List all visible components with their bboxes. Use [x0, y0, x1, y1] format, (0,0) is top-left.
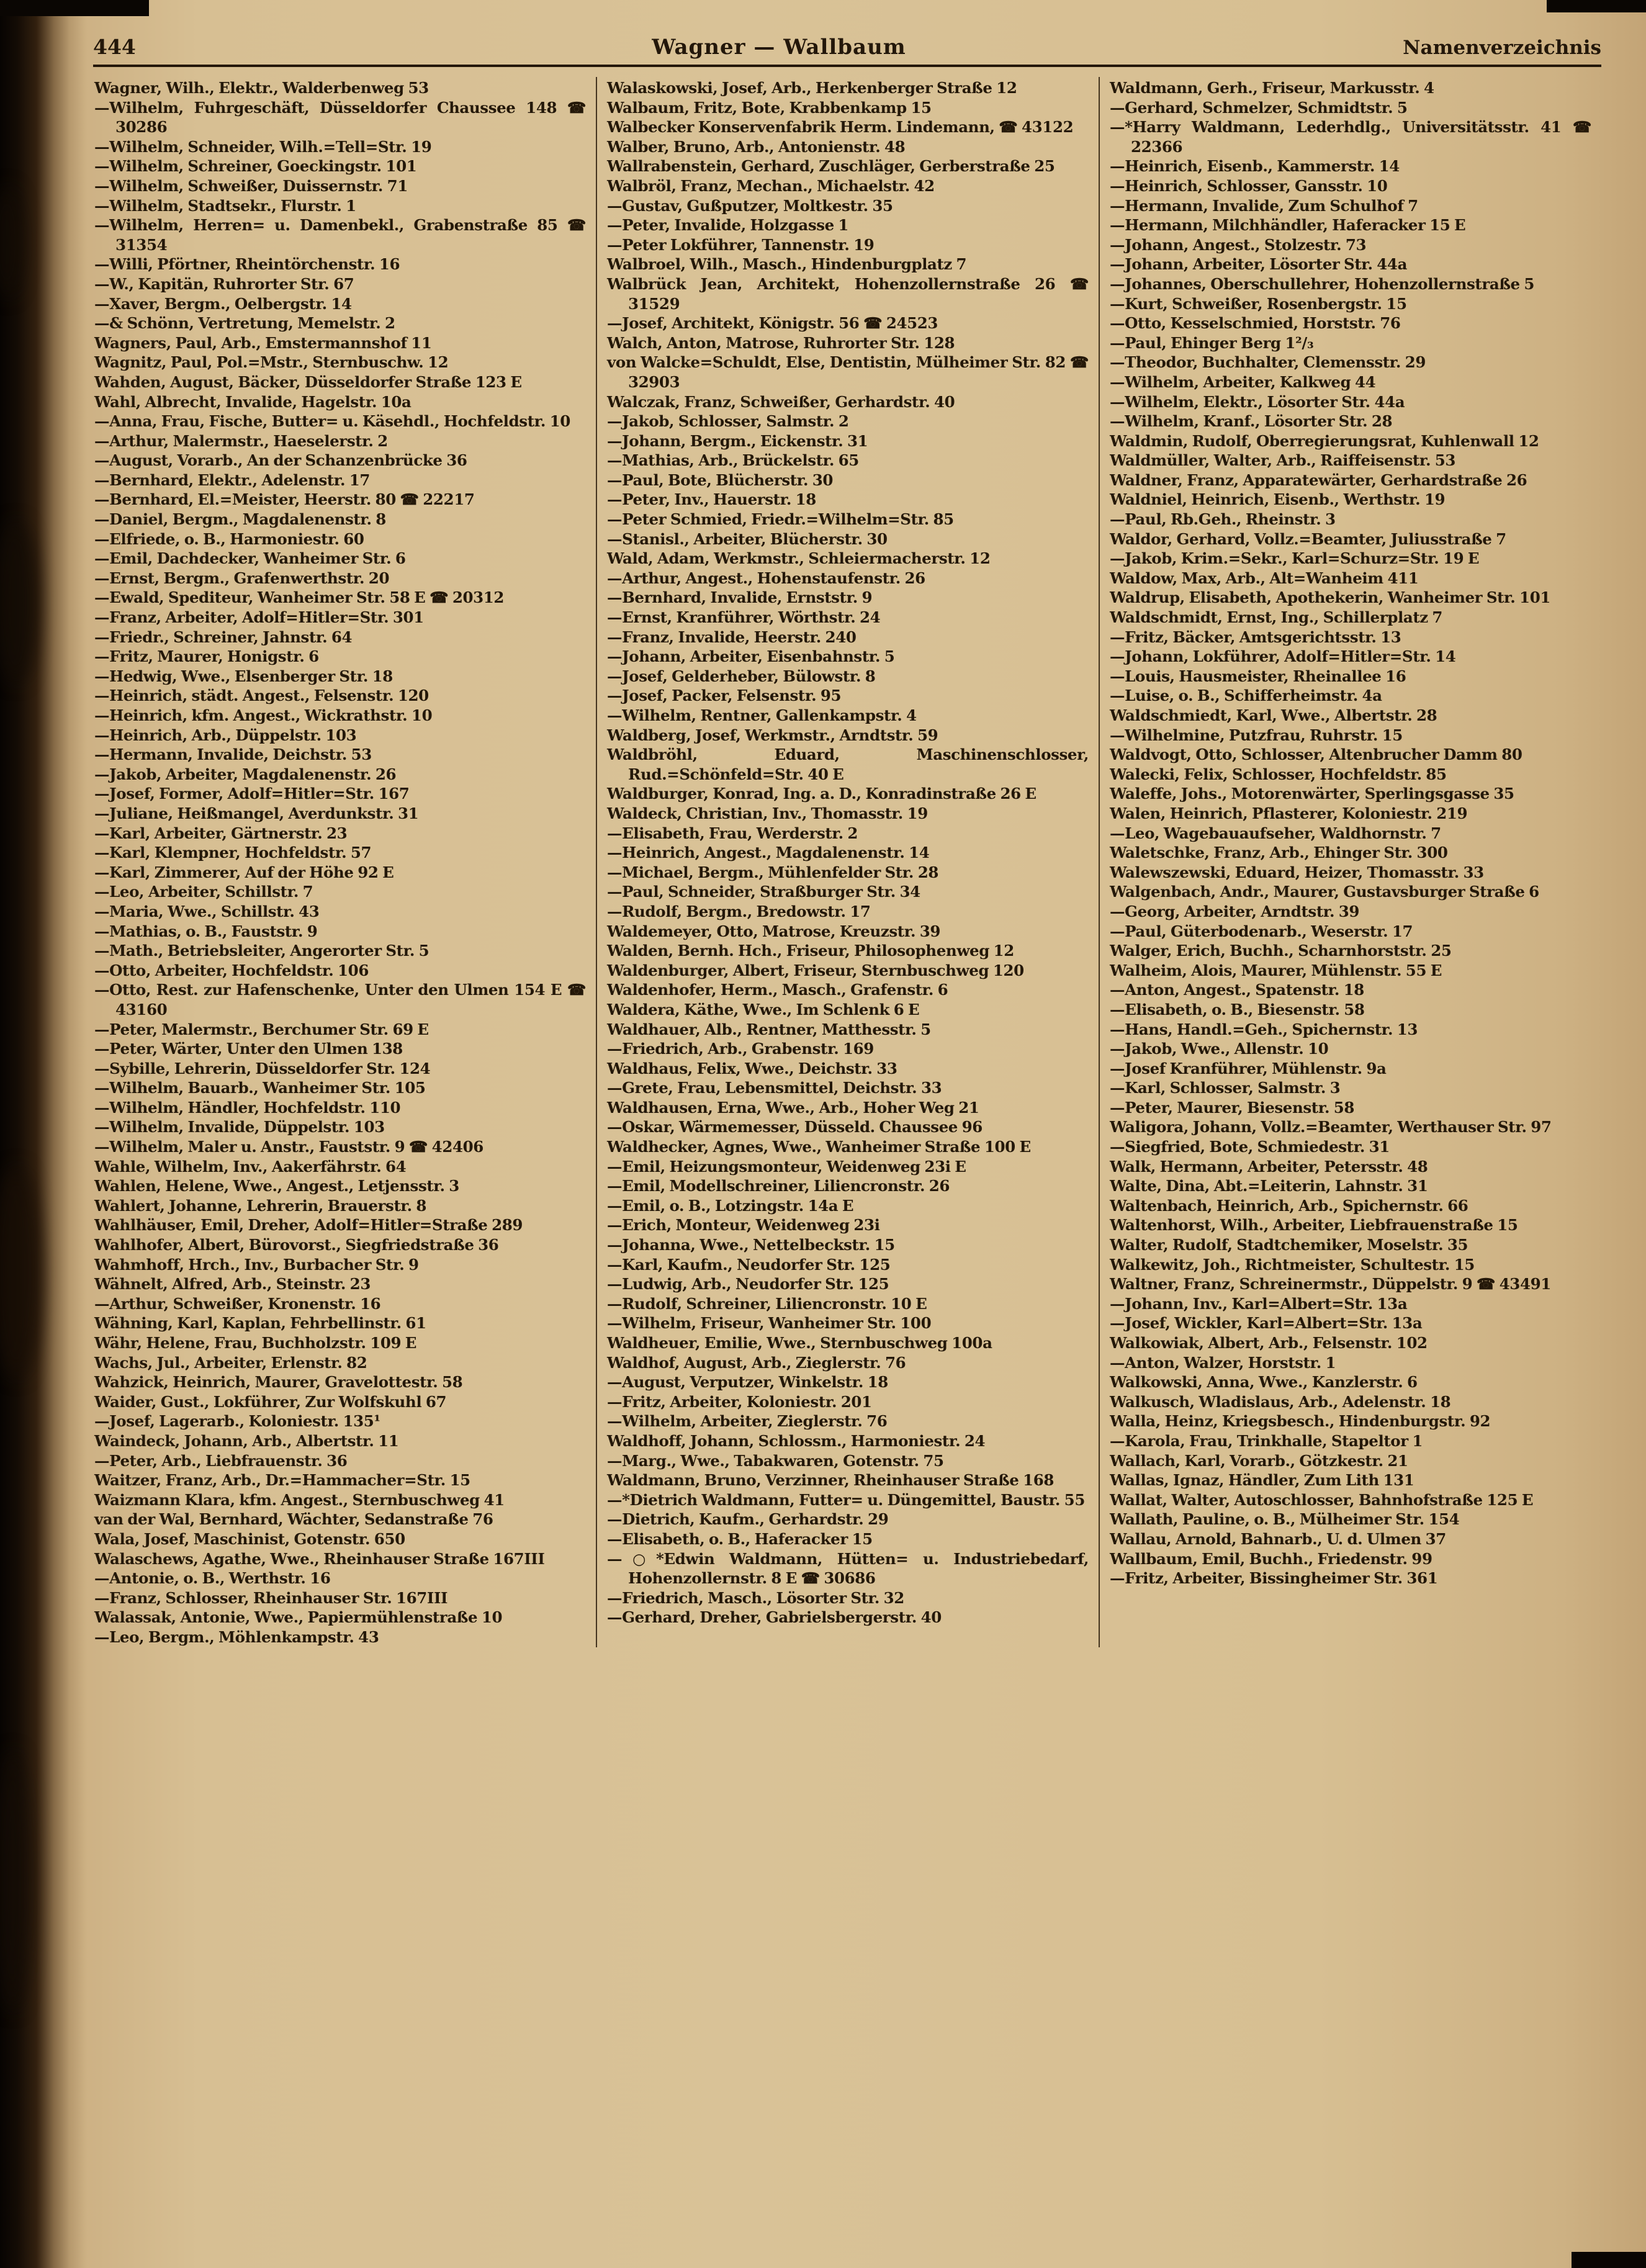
- directory-entry: Waldenburger, Albert, Friseur, Sternbuschweg 120: [606, 961, 1024, 979]
- directory-entry: —Wilhelm, Stadtsekr., Flurstr. 1: [94, 196, 356, 215]
- directory-entry: Waldow, Max, Arb., Alt=Wanheim 411: [1109, 569, 1419, 587]
- directory-entry: Walkusch, Wladislaus, Arb., Adelenstr. 18: [1109, 1392, 1451, 1411]
- directory-entry: —Antonie, o. B., Werthstr. 16: [94, 1569, 331, 1588]
- directory-entry: —Josef, Architekt, Königstr. 56 ☎ 24523: [606, 314, 938, 333]
- directory-entry: —W., Kapitän, Ruhrorter Str. 67: [94, 274, 354, 293]
- directory-entry: —Peter, Malermstr., Berchumer Str. 69 E: [94, 1020, 429, 1038]
- directory-entry: Wallas, Ignaz, Händler, Zum Lith 131: [1109, 1471, 1414, 1490]
- directory-entry: —Josef, Former, Adolf=Hitler=Str. 167: [94, 785, 410, 803]
- directory-entry: —Johannes, Oberschullehrer, Hohenzollernstraße 5: [1109, 274, 1535, 293]
- directory-entry: —Oskar, Wärmemesser, Düsseld. Chaussee 96: [606, 1118, 983, 1136]
- directory-entry: —Heinrich, Arb., Düppelstr. 103: [94, 726, 357, 744]
- directory-entry: —Karl, Kaufm., Neudorfer Str. 125: [606, 1255, 891, 1274]
- directory-entry: —Wilhelm, Friseur, Wanheimer Str. 100: [606, 1314, 932, 1333]
- directory-entry: Walkewitz, Joh., Richtmeister, Schultestr. 15: [1109, 1255, 1475, 1274]
- directory-entry: —Peter, Arb., Liebfrauenstr. 36: [94, 1451, 348, 1470]
- directory-entry: —Emil, o. B., Lotzingstr. 14a E: [606, 1196, 854, 1215]
- directory-entry: —Johann, Angest., Stolzestr. 73: [1109, 235, 1367, 254]
- directory-entry: —Hedwig, Wwe., Elsenberger Str. 18: [94, 667, 393, 685]
- directory-entry: —Anton, Walzer, Horststr. 1: [1109, 1353, 1336, 1372]
- directory-entry: Walassak, Antonie, Wwe., Papiermühlenstraße 10: [94, 1608, 503, 1627]
- directory-entry: Waldbröhl, Eduard, Maschinenschlosser, Rud.=Schönfeld=Str. 40 E: [606, 745, 1089, 783]
- directory-entry: Wallath, Pauline, o. B., Mülheimer Str. 154: [1109, 1510, 1460, 1529]
- directory-entry: Walk, Hermann, Arbeiter, Petersstr. 48: [1109, 1157, 1428, 1176]
- directory-entry: —Karola, Frau, Trinkhalle, Stapeltor 1: [1109, 1431, 1423, 1450]
- directory-entry: Waldeck, Christian, Inv., Thomasstr. 19: [606, 804, 928, 822]
- directory-entry: Wallbaum, Emil, Buchh., Friedenstr. 99: [1109, 1549, 1432, 1568]
- directory-entry: Wahden, August, Bäcker, Düsseldorfer Straße 123 E: [94, 372, 522, 391]
- directory-entry: —Bernhard, Elektr., Adelenstr. 17: [94, 470, 371, 489]
- directory-entry: —Hermann, Milchhändler, Haferacker 15 E: [1109, 216, 1466, 235]
- directory-entry: Walbroel, Wilh., Masch., Hindenburgplatz 7: [606, 255, 967, 274]
- section-title: Namenverzeichnis: [1403, 37, 1601, 59]
- directory-entry: —Hans, Handl.=Geh., Spichernstr. 13: [1109, 1020, 1418, 1038]
- directory-entry: Waitzer, Franz, Arb., Dr.=Hammacher=Str. 15: [94, 1471, 470, 1490]
- directory-entry: —Anton, Angest., Spatenstr. 18: [1109, 981, 1364, 999]
- directory-entry: Waizmann Klara, kfm. Angest., Sternbuschweg 41: [94, 1490, 505, 1509]
- directory-entry: —Math., Betriebsleiter, Angerorter Str. 5: [94, 942, 429, 960]
- directory-entry: —Jakob, Wwe., Allenstr. 10: [1109, 1040, 1329, 1058]
- directory-entry: Wähnelt, Alfred, Arb., Steinstr. 23: [94, 1275, 371, 1294]
- directory-entry: —Elisabeth, Frau, Werderstr. 2: [606, 824, 858, 842]
- directory-entry: Walczak, Franz, Schweißer, Gerhardstr. 40: [606, 392, 955, 411]
- directory-entry: Wahlhäuser, Emil, Dreher, Adolf=Hitler=Straße 289: [94, 1216, 523, 1235]
- page-header: [93, 35, 1601, 67]
- page-content: [93, 35, 1601, 1647]
- directory-entry: Wahlen, Helene, Wwe., Angest., Letjensstr. 3: [94, 1177, 459, 1195]
- directory-entry: —Peter Schmied, Friedr.=Wilhelm=Str. 85: [606, 510, 954, 529]
- directory-entry: —Leo, Bergm., Möhlenkampstr. 43: [94, 1627, 379, 1646]
- directory-entry: —Bernhard, Invalide, Ernststr. 9: [606, 588, 873, 607]
- directory-entry: Waider, Gust., Lokführer, Zur Wolfskuhl 67: [94, 1392, 447, 1411]
- directory-entry: Walger, Erich, Buchh., Scharnhorststr. 25: [1109, 942, 1452, 960]
- directory-entry: Waldburger, Konrad, Ing. a. D., Konradinstraße 26 E: [606, 785, 1037, 803]
- directory-entry: —Arthur, Malermstr., Haeselerstr. 2: [94, 431, 388, 450]
- directory-entry: von Walcke=Schuldt, Else, Dentistin, Mülheimer Str. 82 ☎ 32903: [606, 353, 1089, 391]
- directory-entry: —Emil, Modellschreiner, Liliencronstr. 26: [606, 1177, 950, 1195]
- directory-entry: —Wilhelmine, Putzfrau, Ruhrstr. 15: [1109, 726, 1403, 744]
- directory-entry: —Gerhard, Dreher, Gabrielsbergerstr. 40: [606, 1608, 942, 1627]
- directory-entry: —Ewald, Spediteur, Wanheimer Str. 58 E ☎ 20312: [94, 588, 505, 607]
- directory-entry: —Leo, Arbeiter, Schillstr. 7: [94, 883, 313, 901]
- directory-entry: —○*Edwin Waldmann, Hütten= u. Industriebedarf, Hohenzollernstr. 8 E ☎ 30686: [606, 1549, 1089, 1588]
- directory-entry: —Wilhelm, Herren= u. Damenbekl., Grabenstraße 85 ☎ 31354: [94, 216, 586, 254]
- directory-entry: Wachs, Jul., Arbeiter, Erlenstr. 82: [94, 1353, 367, 1372]
- directory-entry: —Wilhelm, Kranf., Lösorter Str. 28: [1109, 412, 1393, 431]
- directory-entry: —Johann, Inv., Karl=Albert=Str. 13a: [1109, 1294, 1408, 1313]
- directory-entry: —Peter Lokführer, Tannenstr. 19: [606, 235, 875, 254]
- directory-entry: —Heinrich, kfm. Angest., Wickrathstr. 10: [94, 706, 433, 724]
- directory-entry: Walkowski, Anna, Wwe., Kanzlerstr. 6: [1109, 1373, 1418, 1392]
- directory-entry: —Wilhelm, Maler u. Anstr., Fauststr. 9 ☎ 42406: [94, 1138, 483, 1156]
- page-number: 444: [93, 35, 136, 59]
- directory-entry: Walaskowski, Josef, Arb., Herkenberger Straße 12: [606, 79, 1017, 97]
- directory-entry: —Mathias, Arb., Brückelstr. 65: [606, 451, 859, 470]
- directory-entry: —Mathias, o. B., Fauststr. 9: [94, 922, 318, 940]
- directory-entry: Waldor, Gerhard, Vollz.=Beamter, Juliusstraße 7: [1109, 529, 1506, 548]
- directory-entry: Walbecker Konservenfabrik Herm. Lindemann, ☎ 43122: [606, 118, 1074, 137]
- directory-entry: —Wilhelm, Schneider, Wilh.=Tell=Str. 19: [94, 137, 432, 156]
- directory-entry: Waldschmiedt, Karl, Wwe., Albertstr. 28: [1109, 706, 1437, 724]
- directory-entry: —Jakob, Arbeiter, Magdalenenstr. 26: [94, 765, 397, 783]
- directory-entry: Wahzick, Heinrich, Maurer, Gravelottestr. 58: [94, 1373, 463, 1392]
- directory-entry: —Otto, Kesselschmied, Horststr. 76: [1109, 314, 1401, 333]
- directory-entry: Waldvogt, Otto, Schlosser, Altenbrucher Damm 80: [1109, 745, 1522, 764]
- directory-entry: —Luise, o. B., Schifferheimstr. 4a: [1109, 686, 1382, 705]
- directory-entry: —Paul, Bote, Blücherstr. 30: [606, 470, 833, 489]
- directory-entry: —Theodor, Buchhalter, Clemensstr. 29: [1109, 353, 1426, 372]
- directory-entry: Waldner, Franz, Apparatewärter, Gerhardstraße 26: [1109, 470, 1527, 489]
- directory-entry: —Ernst, Bergm., Grafenwerthstr. 20: [94, 569, 390, 587]
- directory-entry: —Rudolf, Schreiner, Liliencronstr. 10 E: [606, 1294, 927, 1313]
- directory-entry: —Peter, Inv., Hauerstr. 18: [606, 490, 816, 509]
- directory-entry: —Hermann, Invalide, Zum Schulhof 7: [1109, 196, 1418, 215]
- directory-entry: Walaschews, Agathe, Wwe., Rheinhauser Straße 167III: [94, 1549, 545, 1568]
- directory-entry: Wagner, Wilh., Elektr., Walderbenweg 53: [94, 79, 429, 97]
- directory-entry: —Friedr., Schreiner, Jahnstr. 64: [94, 628, 353, 646]
- directory-entry: —Grete, Frau, Lebensmittel, Deichstr. 33: [606, 1079, 942, 1097]
- directory-entry: —Josef Kranführer, Mühlenstr. 9a: [1109, 1059, 1387, 1078]
- directory-entry: Waldmin, Rudolf, Oberregierungsrat, Kuhlenwall 12: [1109, 431, 1539, 450]
- directory-entry: Waindeck, Johann, Arb., Albertstr. 11: [94, 1431, 399, 1450]
- directory-entry: —August, Verputzer, Winkelstr. 18: [606, 1373, 888, 1392]
- directory-entry: Walkowiak, Albert, Arb., Felsenstr. 102: [1109, 1334, 1428, 1352]
- directory-entry: —Friedrich, Arb., Grabenstr. 169: [606, 1040, 874, 1058]
- directory-entry: —Stanisl., Arbeiter, Blücherstr. 30: [606, 529, 888, 548]
- directory-entry: Waldschmidt, Ernst, Ing., Schillerplatz 7: [1109, 608, 1443, 627]
- directory-entry: Waldera, Käthe, Wwe., Im Schlenk 6 E: [606, 1000, 920, 1019]
- directory-entry: —Kurt, Schweißer, Rosenbergstr. 15: [1109, 294, 1407, 313]
- directory-entry: Waligora, Johann, Vollz.=Beamter, Werthauser Str. 97: [1109, 1118, 1552, 1136]
- directory-entry: —Paul, Güterbodenarb., Weserstr. 17: [1109, 922, 1413, 940]
- directory-entry: Waldheuer, Emilie, Wwe., Sternbuschweg 100a: [606, 1334, 992, 1352]
- directory-entry: —Wilhelm, Händler, Hochfeldstr. 110: [94, 1098, 401, 1117]
- scan-corner: [1547, 0, 1646, 12]
- directory-entry: Wahlert, Johanne, Lehrerin, Brauerstr. 8: [94, 1196, 427, 1215]
- directory-entry: —Michael, Bergm., Mühlenfelder Str. 28: [606, 863, 938, 881]
- directory-entry: —Paul, Schneider, Straßburger Str. 34: [606, 883, 920, 901]
- directory-entry: Walecki, Felix, Schlosser, Hochfeldstr. 85: [1109, 765, 1447, 783]
- directory-entry: —Fritz, Arbeiter, Bissingheimer Str. 361: [1109, 1569, 1438, 1588]
- directory-entry: —Elisabeth, o. B., Biesenstr. 58: [1109, 1000, 1365, 1019]
- directory-entry: Walheim, Alois, Maurer, Mühlenstr. 55 E: [1109, 961, 1442, 979]
- directory-entry: Wallat, Walter, Autoschlosser, Bahnhofstraße 125 E: [1109, 1490, 1534, 1509]
- directory-entry: —Paul, Rb.Geh., Rheinstr. 3: [1109, 510, 1336, 529]
- directory-entry: —Xaver, Bergm., Oelbergstr. 14: [94, 294, 352, 313]
- directory-entry: Wahl, Albrecht, Invalide, Hagelstr. 10a: [94, 392, 412, 411]
- column-3: [1099, 77, 1601, 1647]
- directory-entry: —Emil, Heizungsmonteur, Weidenweg 23i E: [606, 1157, 966, 1176]
- directory-entry: —Dietrich, Kaufm., Gerhardstr. 29: [606, 1510, 889, 1529]
- directory-entry: Währ, Helene, Frau, Buchholzstr. 109 E: [94, 1334, 417, 1352]
- directory-entry: —Wilhelm, Invalide, Düppelstr. 103: [94, 1118, 385, 1136]
- directory-entry: Walgenbach, Andr., Maurer, Gustavsburger Straße 6: [1109, 883, 1539, 901]
- directory-entry: Walewszewski, Eduard, Heizer, Thomasstr. 33: [1109, 863, 1484, 881]
- column-1: [93, 77, 596, 1647]
- directory-entry: —Bernhard, El.=Meister, Heerstr. 80 ☎ 22217: [94, 490, 475, 509]
- directory-entry: —Heinrich, städt. Angest., Felsenstr. 120: [94, 686, 429, 705]
- directory-entry: Wahmhoff, Hrch., Inv., Burbacher Str. 9: [94, 1255, 419, 1274]
- directory-entry: Waltner, Franz, Schreinermstr., Düppelstr. 9 ☎ 43491: [1109, 1275, 1551, 1294]
- directory-entry: Wallrabenstein, Gerhard, Zuschläger, Gerberstraße 25: [606, 157, 1055, 176]
- directory-entry: —Karl, Arbeiter, Gärtnerstr. 23: [94, 824, 348, 842]
- directory-entry: —*Dietrich Waldmann, Futter= u. Düngemittel, Baustr. 55: [606, 1490, 1085, 1509]
- scan-corner: [0, 0, 149, 16]
- directory-entry: —Ludwig, Arb., Neudorfer Str. 125: [606, 1275, 889, 1294]
- directory-entry: Walch, Anton, Matrose, Ruhrorter Str. 128: [606, 333, 955, 352]
- directory-entry: Walter, Rudolf, Stadtchemiker, Moselstr. 35: [1109, 1236, 1468, 1254]
- directory-entry: —Elfriede, o. B., Harmoniestr. 60: [94, 529, 364, 548]
- directory-entry: Waldhecker, Agnes, Wwe., Wanheimer Straße 100 E: [606, 1138, 1031, 1156]
- directory-entry: Wagners, Paul, Arb., Emstermannshof 11: [94, 333, 432, 352]
- directory-entry: —Franz, Schlosser, Rheinhauser Str. 167III: [94, 1588, 448, 1607]
- directory-entry: —Johann, Bergm., Eickenstr. 31: [606, 431, 868, 450]
- directory-entry: Wallau, Arnold, Bahnarb., U. d. Ulmen 37: [1109, 1529, 1446, 1548]
- directory-entry: —Karl, Zimmerer, Auf der Höhe 92 E: [94, 863, 394, 881]
- directory-entry: Waltenhorst, Wilh., Arbeiter, Liebfrauenstraße 15: [1109, 1216, 1518, 1235]
- directory-entry: —Juliane, Heißmangel, Averdunkstr. 31: [94, 804, 419, 822]
- directory-entry: Waldhoff, Johann, Schlossm., Harmoniestr. 24: [606, 1431, 986, 1450]
- directory-entry: Waldmann, Bruno, Verzinner, Rheinhauser Straße 168: [606, 1471, 1055, 1490]
- directory-entry: —Ernst, Kranführer, Wörthstr. 24: [606, 608, 881, 627]
- directory-entry: —*Harry Waldmann, Lederhdlg., Universitätsstr. 41 ☎ 22366: [1109, 118, 1591, 156]
- directory-entry: Walber, Bruno, Arb., Antonienstr. 48: [606, 137, 906, 156]
- directory-entry: Walbröl, Franz, Mechan., Michaelstr. 42: [606, 176, 935, 195]
- column-2: [596, 77, 1099, 1647]
- directory-entry: —Heinrich, Angest., Magdalenenstr. 14: [606, 844, 930, 862]
- directory-entry: Waldmann, Gerh., Friseur, Markusstr. 4: [1109, 79, 1434, 97]
- directory-entry: —Franz, Arbeiter, Adolf=Hitler=Str. 301: [94, 608, 424, 627]
- directory-entry: Waldmüller, Walter, Arb., Raiffeisenstr. 53: [1109, 451, 1456, 470]
- directory-entry: —Louis, Hausmeister, Rheinallee 16: [1109, 667, 1406, 685]
- directory-entry: —Otto, Rest. zur Hafenschenke, Unter den Ulmen 154 E ☎ 43160: [94, 981, 586, 1019]
- directory-entry: Waldemeyer, Otto, Matrose, Kreuzstr. 39: [606, 922, 941, 940]
- directory-entry: Waleffe, Johs., Motorenwärter, Sperlingsgasse 35: [1109, 785, 1514, 803]
- directory-entry: Waldniel, Heinrich, Eisenb., Werthstr. 19: [1109, 490, 1446, 509]
- directory-entry: Wala, Josef, Maschinist, Gotenstr. 650: [94, 1529, 405, 1548]
- directory-entry: —Wilhelm, Bauarb., Wanheimer Str. 105: [94, 1079, 426, 1097]
- directory-entry: —Wilhelm, Fuhrgeschäft, Düsseldorfer Chaussee 148 ☎ 30286: [94, 98, 586, 137]
- directory-entry: van der Wal, Bernhard, Wächter, Sedanstraße 76: [94, 1510, 493, 1529]
- directory-entry: —Georg, Arbeiter, Arndtstr. 39: [1109, 902, 1360, 920]
- directory-entry: Wähning, Karl, Kaplan, Fehrbellinstr. 61: [94, 1314, 426, 1333]
- directory-entry: —Willi, Pförtner, Rheintörchenstr. 16: [94, 255, 400, 274]
- directory-entry: —Wilhelm, Arbeiter, Zieglerstr. 76: [606, 1412, 888, 1431]
- directory-entry: —Elisabeth, o. B., Haferacker 15: [606, 1529, 873, 1548]
- directory-entry: Waldrup, Elisabeth, Apothekerin, Wanheimer Str. 101: [1109, 588, 1550, 607]
- directory-entry: —Wilhelm, Elektr., Lösorter Str. 44a: [1109, 392, 1405, 411]
- directory-entry: Waldhof, August, Arb., Zieglerstr. 76: [606, 1353, 906, 1372]
- directory-entry: —August, Vorarb., An der Schanzenbrücke 36: [94, 451, 467, 470]
- directory-entry: —Fritz, Arbeiter, Koloniestr. 201: [606, 1392, 872, 1411]
- directory-entry: Wahlhofer, Albert, Bürovorst., Siegfriedstraße 36: [94, 1236, 499, 1254]
- directory-entry: Waldhauer, Alb., Rentner, Matthesstr. 5: [606, 1020, 931, 1038]
- directory-entry: Walbaum, Fritz, Bote, Krabbenkamp 15: [606, 98, 932, 117]
- directory-entry: —Fritz, Maurer, Honigstr. 6: [94, 647, 319, 666]
- directory-entry: Walla, Heinz, Kriegsbesch., Hindenburgstr. 92: [1109, 1412, 1491, 1431]
- directory-entry: —Anna, Frau, Fische, Butter= u. Käsehdl., Hochfeldstr. 10: [94, 412, 570, 431]
- directory-entry: —Fritz, Bäcker, Amtsgerichtsstr. 13: [1109, 628, 1401, 646]
- directory-entry: —Johann, Arbeiter, Lösorter Str. 44a: [1109, 255, 1408, 274]
- directory-entry: —Daniel, Bergm., Magdalenenstr. 8: [94, 510, 386, 529]
- directory-entry: —Wilhelm, Rentner, Gallenkampstr. 4: [606, 706, 917, 724]
- directory-entry: —Heinrich, Eisenb., Kammerstr. 14: [1109, 157, 1400, 176]
- directory-columns: [93, 77, 1601, 1647]
- directory-entry: —Josef, Wickler, Karl=Albert=Str. 13a: [1109, 1314, 1423, 1333]
- directory-entry: —Maria, Wwe., Schillstr. 43: [94, 902, 320, 920]
- directory-entry: —Jakob, Schlosser, Salmstr. 2: [606, 412, 849, 431]
- directory-entry: —Karl, Klempner, Hochfeldstr. 57: [94, 844, 372, 862]
- directory-entry: —& Schönn, Vertretung, Memelstr. 2: [94, 314, 395, 333]
- directory-entry: Waldberg, Josef, Werkmstr., Arndtstr. 59: [606, 726, 938, 744]
- directory-entry: —Josef, Lagerarb., Koloniestr. 135¹: [94, 1412, 380, 1431]
- directory-entry: —Arthur, Angest., Hohenstaufenstr. 26: [606, 569, 925, 587]
- directory-entry: —Paul, Ehinger Berg 1²/₃: [1109, 333, 1314, 352]
- directory-entry: —Heinrich, Schlosser, Gansstr. 10: [1109, 176, 1388, 195]
- scan-corner: [1572, 2252, 1646, 2268]
- book-binding-edge: [0, 0, 87, 2268]
- directory-entry: Waltenbach, Heinrich, Arb., Spichernstr. 66: [1109, 1196, 1468, 1215]
- directory-entry: —Johanna, Wwe., Nettelbeckstr. 15: [606, 1236, 895, 1254]
- directory-entry: Wahle, Wilhelm, Inv., Aakerfährstr. 64: [94, 1157, 407, 1176]
- directory-entry: —Gerhard, Schmelzer, Schmidtstr. 5: [1109, 98, 1408, 117]
- directory-entry: —Josef, Packer, Felsenstr. 95: [606, 686, 842, 705]
- directory-entry: Waletschke, Franz, Arb., Ehinger Str. 300: [1109, 844, 1448, 862]
- directory-entry: —Gustav, Gußputzer, Moltkestr. 35: [606, 196, 893, 215]
- directory-entry: —Friedrich, Masch., Lösorter Str. 32: [606, 1588, 904, 1607]
- directory-entry: —Emil, Dachdecker, Wanheimer Str. 6: [94, 549, 406, 568]
- directory-entry: —Johann, Arbeiter, Eisenbahnstr. 5: [606, 647, 895, 666]
- directory-entry: —Johann, Lokführer, Adolf=Hitler=Str. 14: [1109, 647, 1456, 666]
- directory-entry: —Sybille, Lehrerin, Düsseldorfer Str. 124: [94, 1059, 431, 1078]
- directory-entry: Wagnitz, Paul, Pol.=Mstr., Sternbuschw. 12: [94, 353, 449, 372]
- directory-entry: —Hermann, Invalide, Deichstr. 53: [94, 745, 372, 764]
- directory-entry: —Peter, Wärter, Unter den Ulmen 138: [94, 1040, 403, 1058]
- directory-entry: —Otto, Arbeiter, Hochfeldstr. 106: [94, 961, 369, 979]
- directory-entry: —Jakob, Krim.=Sekr., Karl=Schurz=Str. 19 E: [1109, 549, 1480, 568]
- directory-entry: —Wilhelm, Schweißer, Duissernstr. 71: [94, 176, 408, 195]
- directory-entry: —Rudolf, Bergm., Bredowstr. 17: [606, 902, 871, 920]
- directory-entry: —Franz, Invalide, Heerstr. 240: [606, 628, 857, 646]
- directory-entry: —Siegfried, Bote, Schmiedestr. 31: [1109, 1138, 1390, 1156]
- directory-entry: —Erich, Monteur, Weidenweg 23i: [606, 1216, 880, 1235]
- directory-entry: Waldhaus, Felix, Wwe., Deichstr. 33: [606, 1059, 897, 1078]
- directory-entry: —Peter, Maurer, Biesenstr. 58: [1109, 1098, 1355, 1117]
- directory-entry: —Wilhelm, Arbeiter, Kalkweg 44: [1109, 372, 1376, 391]
- directory-entry: —Karl, Schlosser, Salmstr. 3: [1109, 1079, 1341, 1097]
- directory-entry: Walen, Heinrich, Pflasterer, Koloniestr. 219: [1109, 804, 1468, 822]
- directory-entry: —Wilhelm, Schreiner, Goeckingstr. 101: [94, 157, 417, 176]
- directory-entry: Walbrück Jean, Architekt, Hohenzollernstraße 26 ☎ 31529: [606, 274, 1089, 313]
- directory-entry: Walte, Dina, Abt.=Leiterin, Lahnstr. 31: [1109, 1177, 1428, 1195]
- directory-entry: —Marg., Wwe., Tabakwaren, Gotenstr. 75: [606, 1451, 944, 1470]
- directory-entry: Wald, Adam, Werkmstr., Schleiermacherstr. 12: [606, 549, 991, 568]
- directory-entry: Waldhausen, Erna, Wwe., Arb., Hoher Weg 21: [606, 1098, 979, 1117]
- directory-entry: Wallach, Karl, Vorarb., Götzkestr. 21: [1109, 1451, 1408, 1470]
- page-title: Wagner — Wallbaum: [652, 35, 906, 60]
- directory-entry: —Josef, Gelderheber, Bülowstr. 8: [606, 667, 876, 685]
- directory-entry: —Peter, Invalide, Holzgasse 1: [606, 216, 849, 235]
- directory-entry: —Arthur, Schweißer, Kronenstr. 16: [94, 1294, 381, 1313]
- directory-entry: Walden, Bernh. Hch., Friseur, Philosophenweg 12: [606, 942, 1014, 960]
- directory-entry: Waldenhofer, Herm., Masch., Grafenstr. 6: [606, 981, 948, 999]
- directory-entry: —Leo, Wagebauaufseher, Waldhornstr. 7: [1109, 824, 1441, 842]
